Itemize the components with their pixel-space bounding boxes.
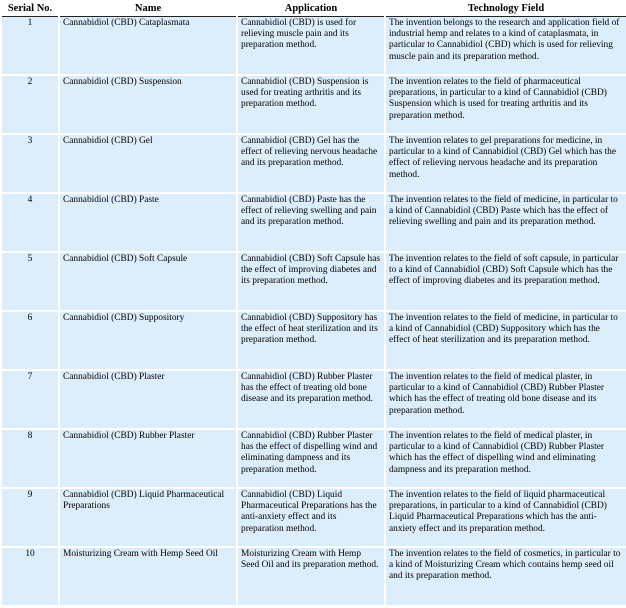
header-name: Name	[60, 0, 236, 17]
table-row	[2, 312, 626, 369]
cell-name: Cannabidiol (CBD) Suspension	[60, 76, 236, 133]
header-technology-field: Technology Field	[386, 0, 626, 17]
cell-serial-no: 2	[2, 76, 58, 133]
cell-application: Cannabidiol (CBD) Soft Capsule has the effect of improving diabetes and its preparation method.	[238, 253, 384, 310]
cell-technology-field: The invention relates to the field of cosmetics, in particular to a kind of Moisturizing Cream which contains hemp seed oil and its preparation method.	[386, 548, 626, 605]
cell-name: Cannabidiol (CBD) Paste	[60, 194, 236, 251]
cell-name: Cannabidiol (CBD) Plaster	[60, 371, 236, 428]
table-row	[2, 548, 626, 605]
cell-application: Cannabidiol (CBD) Suspension is used for treating arthritis and its preparation method.	[238, 76, 384, 133]
cell-name: Cannabidiol (CBD) Rubber Plaster	[60, 430, 236, 487]
cell-application: Cannabidiol (CBD) Gel has the effect of relieving nervous headache and its preparation method.	[238, 135, 384, 192]
header-serial-no: Serial No.	[2, 0, 58, 17]
table-row	[2, 430, 626, 487]
table-row	[2, 194, 626, 251]
cell-serial-no: 4	[2, 194, 58, 251]
cell-application: Moisturizing Cream with Hemp Seed Oil and its preparation method.	[238, 548, 384, 605]
cell-application: Cannabidiol (CBD) Suppository has the effect of heat sterilization and its preparation method.	[238, 312, 384, 369]
cell-serial-no: 7	[2, 371, 58, 428]
cell-technology-field: The invention relates to the field of medicine, in particular to a kind of Cannabidiol (CBD) Suppository which has the effect of heat sterilization and its preparation method.	[386, 312, 626, 369]
cell-application: Cannabidiol (CBD) is used for relieving muscle pain and its preparation method.	[238, 17, 384, 74]
cell-name: Cannabidiol (CBD) Cataplasmata	[60, 17, 236, 74]
cell-technology-field: The invention relates to the field of medicine, in particular to a kind of Cannabidiol (CBD) Paste which has the effect of relieving swelling and pain and its preparation method.	[386, 194, 626, 251]
table-row	[2, 135, 626, 192]
cell-serial-no: 10	[2, 548, 58, 605]
table-header-row	[2, 0, 626, 17]
cell-application: Cannabidiol (CBD) Rubber Plaster has the effect of treating old bone disease and its preparation method.	[238, 371, 384, 428]
table-row	[2, 17, 626, 74]
cell-technology-field: The invention relates to the field of pharmaceutical preparations, in particular to a kind of Cannabidiol (CBD) Suspension which is used for treating arthritis and its preparation method.	[386, 76, 626, 133]
cell-name: Cannabidiol (CBD) Liquid Pharmaceutical Preparations	[60, 489, 236, 546]
cell-technology-field: The invention relates to the field of soft capsule, in particular to a kind of Cannabidiol (CBD) Soft Capsule which has the effect of improving diabetes and its preparation method.	[386, 253, 626, 310]
cell-application: Cannabidiol (CBD) Liquid Pharmaceutical Preparations has the anti-anxiety effect and its preparation method.	[238, 489, 384, 546]
cell-name: Cannabidiol (CBD) Gel	[60, 135, 236, 192]
table-row	[2, 76, 626, 133]
cell-serial-no: 9	[2, 489, 58, 546]
cell-serial-no: 6	[2, 312, 58, 369]
cell-application: Cannabidiol (CBD) Rubber Plaster has the effect of dispelling wind and eliminating dampness and its preparation method.	[238, 430, 384, 487]
cell-technology-field: The invention belongs to the research and application field of industrial hemp and relates to a kind of cataplasmata, in particular to Cannabidiol (CBD) which is used for relieving muscle pain and its preparation method.	[386, 17, 626, 74]
cell-name: Cannabidiol (CBD) Suppository	[60, 312, 236, 369]
cell-name: Cannabidiol (CBD) Soft Capsule	[60, 253, 236, 310]
cell-serial-no: 8	[2, 430, 58, 487]
cell-technology-field: The invention relates to the field of medical plaster, in particular to a kind of Cannabidiol (CBD) Rubber Plaster which has the effect of dispelling wind and eliminating dampness and its preparation method.	[386, 430, 626, 487]
table-row	[2, 371, 626, 428]
cell-serial-no: 1	[2, 17, 58, 74]
cell-technology-field: The invention relates to the field of medical plaster, in particular to a kind of Cannabidiol (CBD) Rubber Plaster which has the effect of treating old bone disease and its preparation method.	[386, 371, 626, 428]
table-row	[2, 489, 626, 546]
cell-application: Cannabidiol (CBD) Paste has the effect of relieving swelling and pain and its preparation method.	[238, 194, 384, 251]
header-application: Application	[238, 0, 384, 17]
cell-serial-no: 5	[2, 253, 58, 310]
table-row	[2, 253, 626, 310]
table-body	[2, 17, 626, 605]
cell-technology-field: The invention relates to gel preparations for medicine, in particular to a kind of Cannabidiol (CBD) Gel which has the effect of relieving nervous headache and its preparation method.	[386, 135, 626, 192]
cell-name: Moisturizing Cream with Hemp Seed Oil	[60, 548, 236, 605]
cell-technology-field: The invention relates to the field of liquid pharmaceutical preparations, in particular to a kind of Cannabidiol (CBD) Liquid Pharmaceutical Preparations which has the anti-anxiety effect and its preparation method.	[386, 489, 626, 546]
cell-serial-no: 3	[2, 135, 58, 192]
